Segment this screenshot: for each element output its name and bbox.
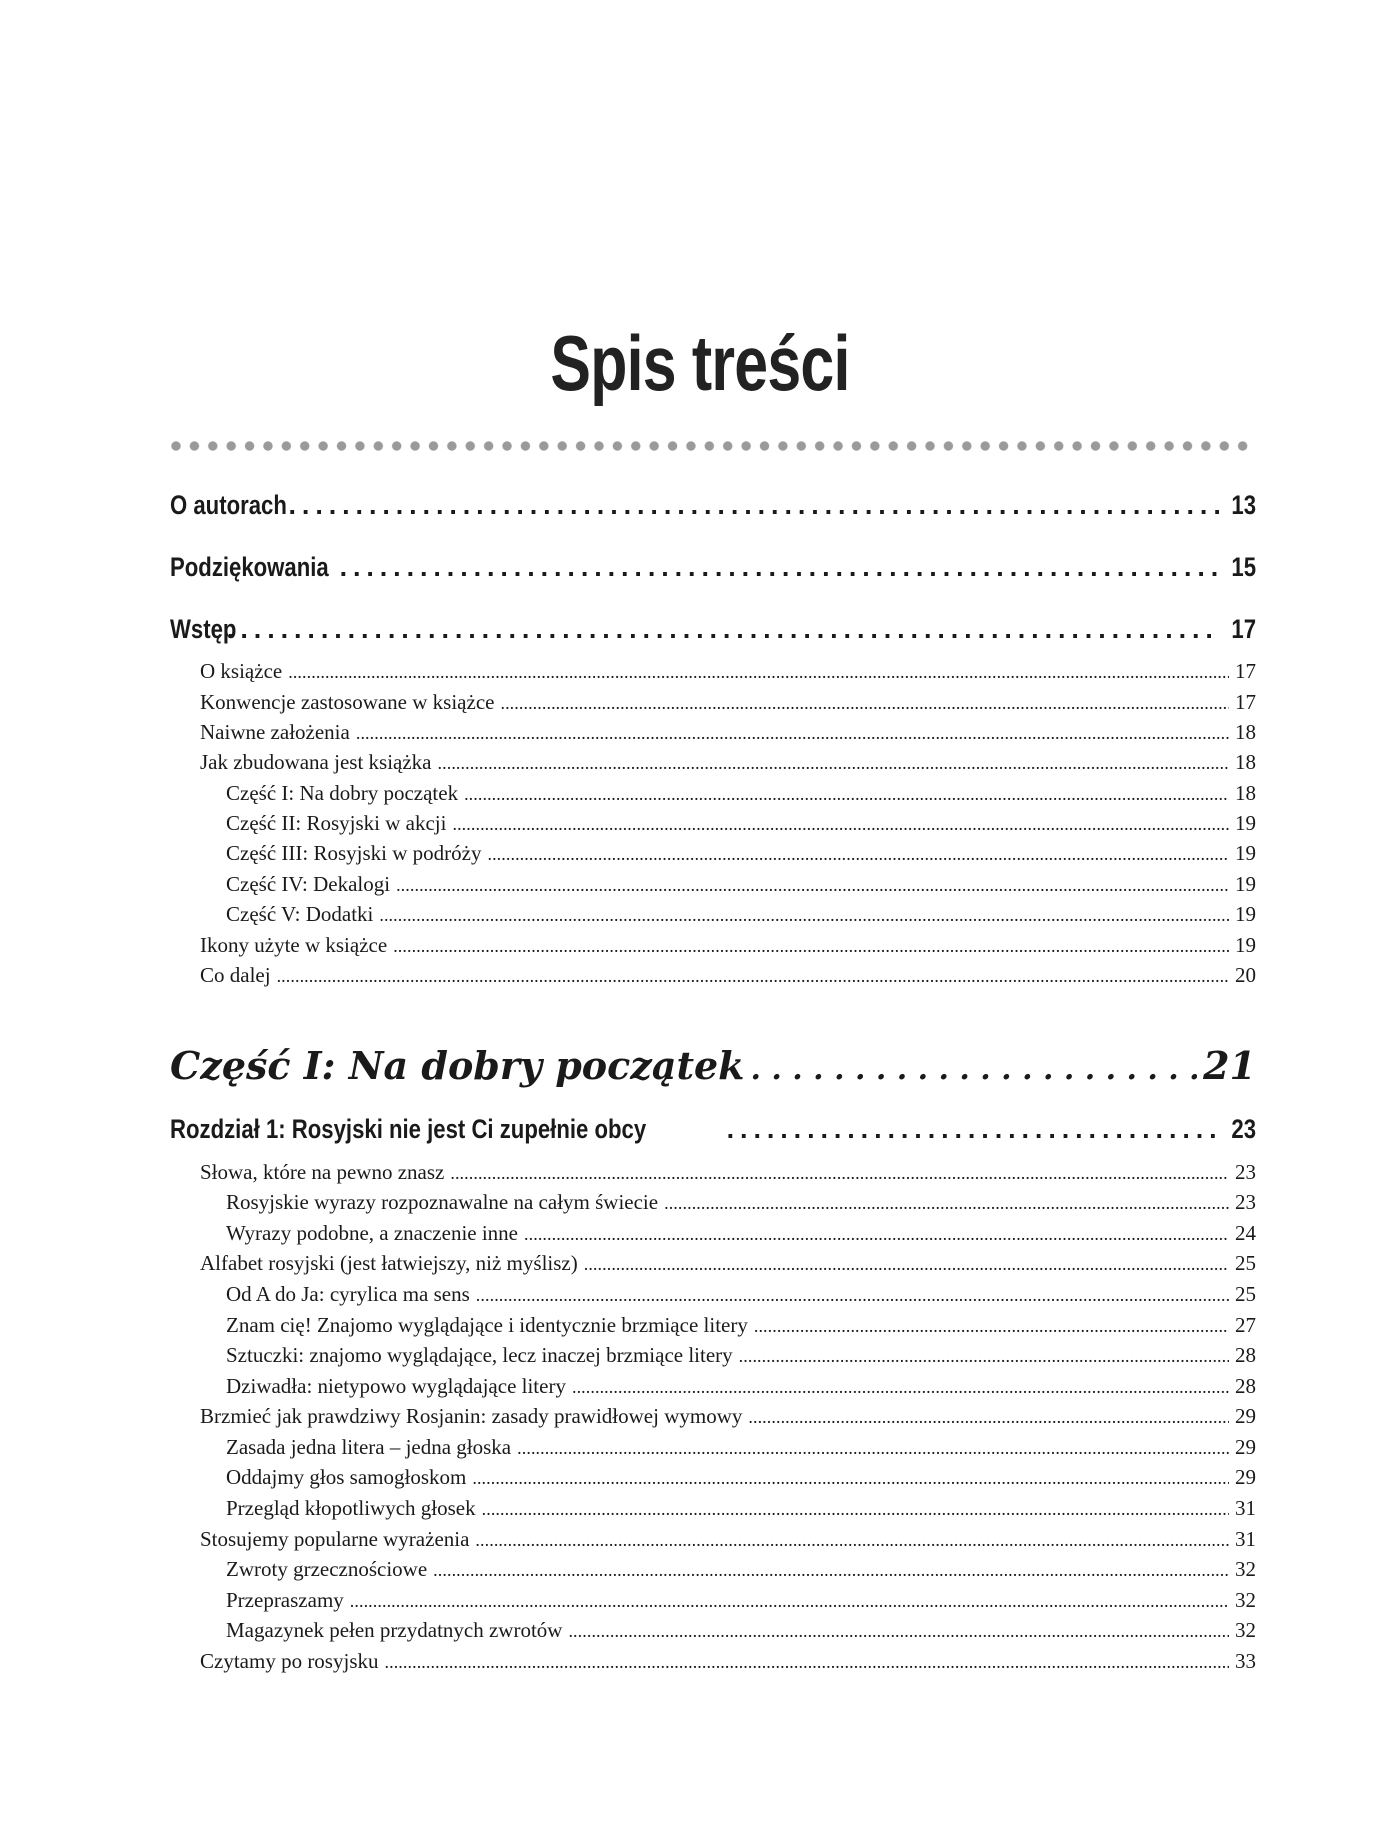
toc-entry-page: 23	[1235, 1160, 1256, 1184]
dot-leader	[385, 1649, 1230, 1674]
dot-leader	[487, 841, 1229, 866]
toc-entry-page: 18	[1235, 720, 1256, 744]
toc-entry-page: 19	[1235, 902, 1256, 926]
dot-leader	[356, 720, 1229, 745]
dot-leader	[289, 490, 1220, 521]
toc-entry-page: 32	[1235, 1588, 1256, 1612]
toc-entry-label: Podziękowania	[170, 552, 329, 582]
toc-entry-label: Słowa, które na pewno znasz	[200, 1160, 445, 1184]
toc-entry-page: 31	[1235, 1496, 1256, 1520]
dot-leader	[584, 1251, 1229, 1276]
toc-entry-page: 28	[1235, 1374, 1256, 1398]
toc-entry-label: Co dalej	[200, 963, 271, 987]
toc-entry-page: 19	[1235, 933, 1256, 957]
toc-entry-page: 13	[1231, 490, 1256, 520]
dot-leader	[433, 1557, 1229, 1582]
dot-leader	[739, 1343, 1229, 1368]
toc-subsubentry[interactable]	[226, 1465, 1256, 1490]
toc-subentry[interactable]	[200, 690, 1256, 715]
dot-leader	[438, 750, 1229, 775]
toc-subentry[interactable]	[200, 1404, 1256, 1429]
toc-entry-page: 20	[1235, 963, 1256, 987]
toc-subsubentry[interactable]	[226, 811, 1256, 836]
toc-entry-page: 32	[1235, 1557, 1256, 1581]
dot-leader	[277, 963, 1229, 988]
toc-subsubentry[interactable]	[226, 1618, 1256, 1643]
toc-entry-label: Sztuczki: znajomo wyglądające, lecz inaczej brzmiące litery	[226, 1343, 733, 1367]
toc-entry-page: 27	[1235, 1313, 1256, 1337]
toc-entry-page: 31	[1235, 1527, 1256, 1551]
toc-entry-label: Rosyjskie wyrazy rozpoznawalne na całym świecie	[226, 1190, 659, 1214]
toc-entry-page: 29	[1235, 1435, 1256, 1459]
dot-leader	[340, 552, 1220, 583]
toc-entry-label: Ikony użyte w książce	[200, 933, 388, 957]
toc-entry-label: Część I: Na dobry początek	[170, 1043, 745, 1088]
toc-entry-page: 28	[1235, 1343, 1256, 1367]
toc-entry-label: Dziwadła: nietypowo wyglądające litery	[226, 1374, 566, 1398]
toc-subsubentry[interactable]	[226, 872, 1256, 897]
toc-entry-page: 15	[1231, 552, 1256, 582]
toc-entry-page: 21	[1203, 1043, 1256, 1088]
dot-leader	[572, 1374, 1229, 1399]
toc-subsubentry[interactable]	[226, 902, 1256, 927]
toc-entry-page: 19	[1235, 872, 1256, 896]
toc-entry-label: Od A do Ja: cyrylica ma sens	[226, 1282, 470, 1306]
dotted-divider	[170, 440, 1256, 452]
toc-entry-page: 18	[1235, 781, 1256, 805]
toc-entry-page: 23	[1235, 1190, 1256, 1214]
toc-entry-acknowledgements[interactable]	[170, 552, 1256, 583]
toc-entry-page: 25	[1235, 1282, 1256, 1306]
toc-entry-page: 33	[1235, 1649, 1256, 1673]
toc-entry-label: Oddajmy głos samogłoskom	[226, 1465, 467, 1489]
dot-leader	[464, 781, 1229, 806]
toc-subsubentry[interactable]	[226, 1374, 1256, 1399]
toc-entry-page: 17	[1235, 659, 1256, 683]
dot-leader	[476, 1282, 1229, 1307]
toc-entry-label: Stosujemy popularne wyrażenia	[200, 1527, 470, 1551]
toc-subentry[interactable]	[200, 1160, 1256, 1185]
toc-entry-label: O książce	[200, 659, 283, 683]
dot-leader	[748, 1404, 1229, 1429]
toc-entry-page: 19	[1235, 841, 1256, 865]
toc-chapter-heading[interactable]	[170, 1114, 1256, 1145]
toc-entry-label: Część III: Rosyjski w podróży	[226, 841, 482, 865]
toc-entry-label: Przegląd kłopotliwych głosek	[226, 1496, 476, 1520]
dot-leader	[568, 1618, 1229, 1643]
toc-subentry[interactable]	[200, 1649, 1256, 1674]
toc-entry-label: Część II: Rosyjski w akcji	[226, 811, 447, 835]
toc-entry-page: 29	[1235, 1465, 1256, 1489]
dot-leader	[393, 933, 1229, 958]
dot-leader	[664, 1190, 1229, 1215]
toc-subsubentry[interactable]	[226, 841, 1256, 866]
toc-subsubentry[interactable]	[226, 1313, 1256, 1338]
toc-entry-page: 24	[1235, 1221, 1256, 1245]
toc-subsubentry[interactable]	[226, 1588, 1256, 1613]
toc-entry-label: O autorach	[170, 490, 287, 520]
toc-subsubentry[interactable]	[226, 781, 1256, 806]
toc-entry-label: Wyrazy podobne, a znaczenie inne	[226, 1221, 519, 1245]
dot-leader	[475, 1527, 1229, 1552]
toc-subsubentry[interactable]	[226, 1496, 1256, 1521]
dot-leader	[379, 902, 1229, 927]
toc-subsubentry[interactable]	[226, 1557, 1256, 1582]
toc-entry-label: Część IV: Dekalogi	[226, 872, 391, 896]
page-title: Spis treści	[550, 319, 850, 407]
dot-leader	[500, 690, 1229, 715]
toc-subentry[interactable]	[200, 659, 1256, 684]
toc-subsubentry[interactable]	[226, 1221, 1256, 1246]
dot-leader	[452, 811, 1229, 836]
dot-leader	[472, 1465, 1229, 1490]
toc-subsubentry[interactable]	[226, 1190, 1256, 1215]
toc-entry-label: Zwroty grzecznościowe	[226, 1557, 428, 1581]
toc-entry-label: Jak zbudowana jest książka	[200, 750, 432, 774]
toc-entry-label: Znam cię! Znajomo wyglądające i identycznie brzmiące litery	[226, 1313, 748, 1337]
toc-entry-label: Konwencje zastosowane w książce	[200, 690, 495, 714]
toc-entry-label: Naiwne założenia	[200, 720, 350, 744]
toc-entry-page: 29	[1235, 1404, 1256, 1428]
toc-entry-page: 25	[1235, 1251, 1256, 1275]
dot-leader	[288, 659, 1229, 684]
toc-entry-label: Alfabet rosyjski (jest łatwiejszy, niż myślisz)	[200, 1251, 578, 1275]
toc-entry-page: 17	[1231, 614, 1256, 644]
toc-entry-page: 18	[1235, 750, 1256, 774]
toc-subentry[interactable]	[200, 720, 1256, 745]
toc-entry-page: 19	[1235, 811, 1256, 835]
dot-leader	[524, 1221, 1229, 1246]
dot-leader	[754, 1313, 1229, 1338]
toc-entry-page: 23	[1231, 1114, 1256, 1144]
toc-entry-label: Rozdział 1: Rosyjski nie jest Ci zupełnie obcy	[170, 1114, 647, 1144]
dot-leader	[396, 872, 1229, 897]
toc-entry-label: Część I: Na dobry początek	[226, 781, 459, 805]
toc-subentry[interactable]	[200, 750, 1256, 775]
toc-entry-label: Wstęp	[170, 614, 237, 644]
toc-subsubentry[interactable]	[226, 1435, 1256, 1460]
toc-entry-authors[interactable]	[170, 490, 1256, 521]
toc-subentry[interactable]	[200, 933, 1256, 958]
toc-subentry[interactable]	[200, 963, 1256, 988]
dot-leader	[751, 1043, 1198, 1088]
dot-leader	[482, 1496, 1229, 1521]
dot-leader	[727, 1114, 1220, 1145]
toc-entry-page: 17	[1235, 690, 1256, 714]
dot-leader	[350, 1588, 1229, 1613]
toc-entry-label: Zasada jedna litera – jedna głoska	[226, 1435, 512, 1459]
toc-subsubentry[interactable]	[226, 1343, 1256, 1368]
dot-leader	[227, 614, 1220, 645]
toc-entry-introduction[interactable]	[170, 614, 1256, 645]
toc-entry-label: Brzmieć jak prawdziwy Rosjanin: zasady prawidłowej wymowy	[200, 1404, 743, 1428]
dot-leader	[517, 1435, 1229, 1460]
dot-leader	[450, 1160, 1229, 1185]
toc-subentry[interactable]	[200, 1527, 1256, 1552]
toc-part-heading[interactable]	[170, 1043, 1256, 1088]
toc-entry-label: Część V: Dodatki	[226, 902, 374, 926]
toc-entry-label: Czytamy po rosyjsku	[200, 1649, 379, 1673]
toc-entry-label: Magazynek pełen przydatnych zwrotów	[226, 1618, 563, 1642]
toc-subsubentry[interactable]	[226, 1282, 1256, 1307]
toc-entry-label: Przepraszamy	[226, 1588, 344, 1612]
toc-subentry[interactable]	[200, 1251, 1256, 1276]
toc-entry-page: 32	[1235, 1618, 1256, 1642]
